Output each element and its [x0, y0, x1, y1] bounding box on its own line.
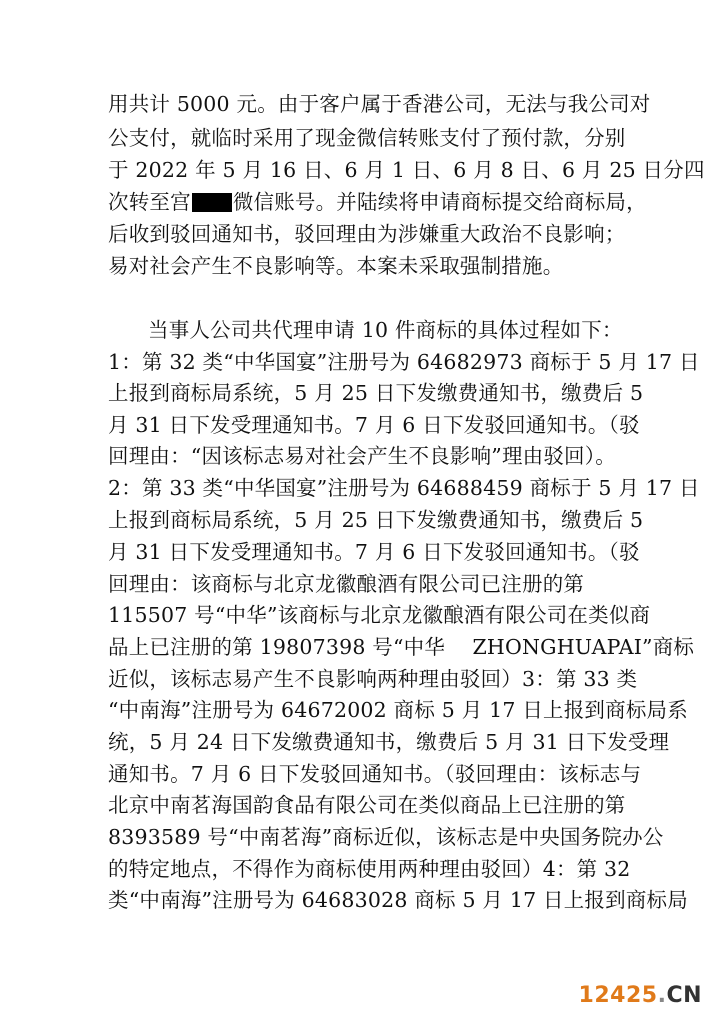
paragraph2-line-19: 类“中南海”注册号为 64683028 商标 5 月 17 日上报到商标局	[108, 888, 688, 912]
paragraph2-line-1: 当事人公司共代理申请 10 件商标的具体过程如下：	[148, 318, 623, 342]
paragraph2-line-17: 8393589 号“中南茗海”商标近似，该标志是中央国务院办公	[108, 825, 664, 849]
paragraph1-line-4	[108, 187, 647, 217]
paragraph2-line-13: “中南海”注册号为 64672002 商标 5 月 17 日上报到商标局系	[108, 698, 688, 722]
paragraph2-line-4: 月 31 日下发受理通知书。7 月 6 日下发驳回通知书。（驳	[108, 413, 640, 437]
paragraph2-line-9: 回理由：该商标与北京龙徽酿酒有限公司已注册的第	[108, 572, 585, 596]
paragraph2-line-16: 北京中南茗海国韵食品有限公司在类似商品上已注册的第	[108, 793, 626, 817]
watermark-tld: CN	[666, 983, 702, 1008]
paragraph2-line-2: 1：第 32 类“中华国宴”注册号为 64682973 商标于 5 月 17 日	[108, 350, 700, 374]
paragraph2-line-3: 上报到商标局系统，5 月 25 日下发缴费通知书，缴费后 5	[108, 381, 644, 405]
paragraph2-line-18: 的特定地点，不得作为商标使用两种理由驳回）4：第 32	[108, 857, 631, 881]
paragraph1-line-1: 用共计 5000 元。由于客户属于香港公司，无法与我公司对	[108, 92, 651, 116]
paragraph2-line-6: 2：第 33 类“中华国宴”注册号为 64688459 商标于 5 月 17 日	[108, 476, 700, 500]
paragraph2-line-8: 月 31 日下发受理通知书。7 月 6 日下发驳回通知书。（驳	[108, 540, 640, 564]
paragraph1-line-6: 易对社会产生不良影响等。本案未采取强制措施。	[108, 254, 564, 278]
redacted-line-prefix: 次转至宫	[108, 190, 191, 214]
paragraph1-line-2: 公支付，就临时采用了现金微信转账支付了预付款，分别	[108, 126, 626, 150]
paragraph2-line-15: 通知书。7 月 6 日下发驳回通知书。（驳回理由：该标志与	[108, 762, 642, 786]
redacted-line-rest: 微信账号。并陆续将申请商标提交给商标局，	[232, 190, 647, 214]
paragraph1-line-5: 后收到驳回通知书，驳回理由为涉嫌重大政治不良影响；	[108, 222, 626, 246]
paragraph2-line-12: 近似，该标志易产生不良影响两种理由驳回）3：第 33 类	[108, 667, 638, 691]
paragraph2-line-7: 上报到商标局系统，5 月 25 日下发缴费通知书，缴费后 5	[108, 508, 644, 532]
site-watermark	[579, 983, 702, 1008]
paragraph2-line-10: 115507 号“中华”该商标与北京龙徽酿酒有限公司在类似商	[108, 603, 651, 627]
redaction-block	[192, 193, 232, 212]
watermark-dot: .	[657, 983, 667, 1008]
paragraph2-line-11: 品上已注册的第 19807398 号“中华 ZHONGHUAPAI”商标	[108, 635, 695, 659]
paragraph2-line-5: 回理由：“因该标志易对社会产生不良影响”理由驳回）。	[108, 444, 616, 468]
paragraph1-line-3: 于 2022 年 5 月 16 日、6 月 1 日、6 月 8 日、6 月 25 日分四	[108, 158, 705, 182]
paragraph2-line-14: 统，5 月 24 日下发缴费通知书，缴费后 5 月 31 日下发受理	[108, 730, 670, 754]
watermark-number: 12425	[578, 983, 658, 1008]
